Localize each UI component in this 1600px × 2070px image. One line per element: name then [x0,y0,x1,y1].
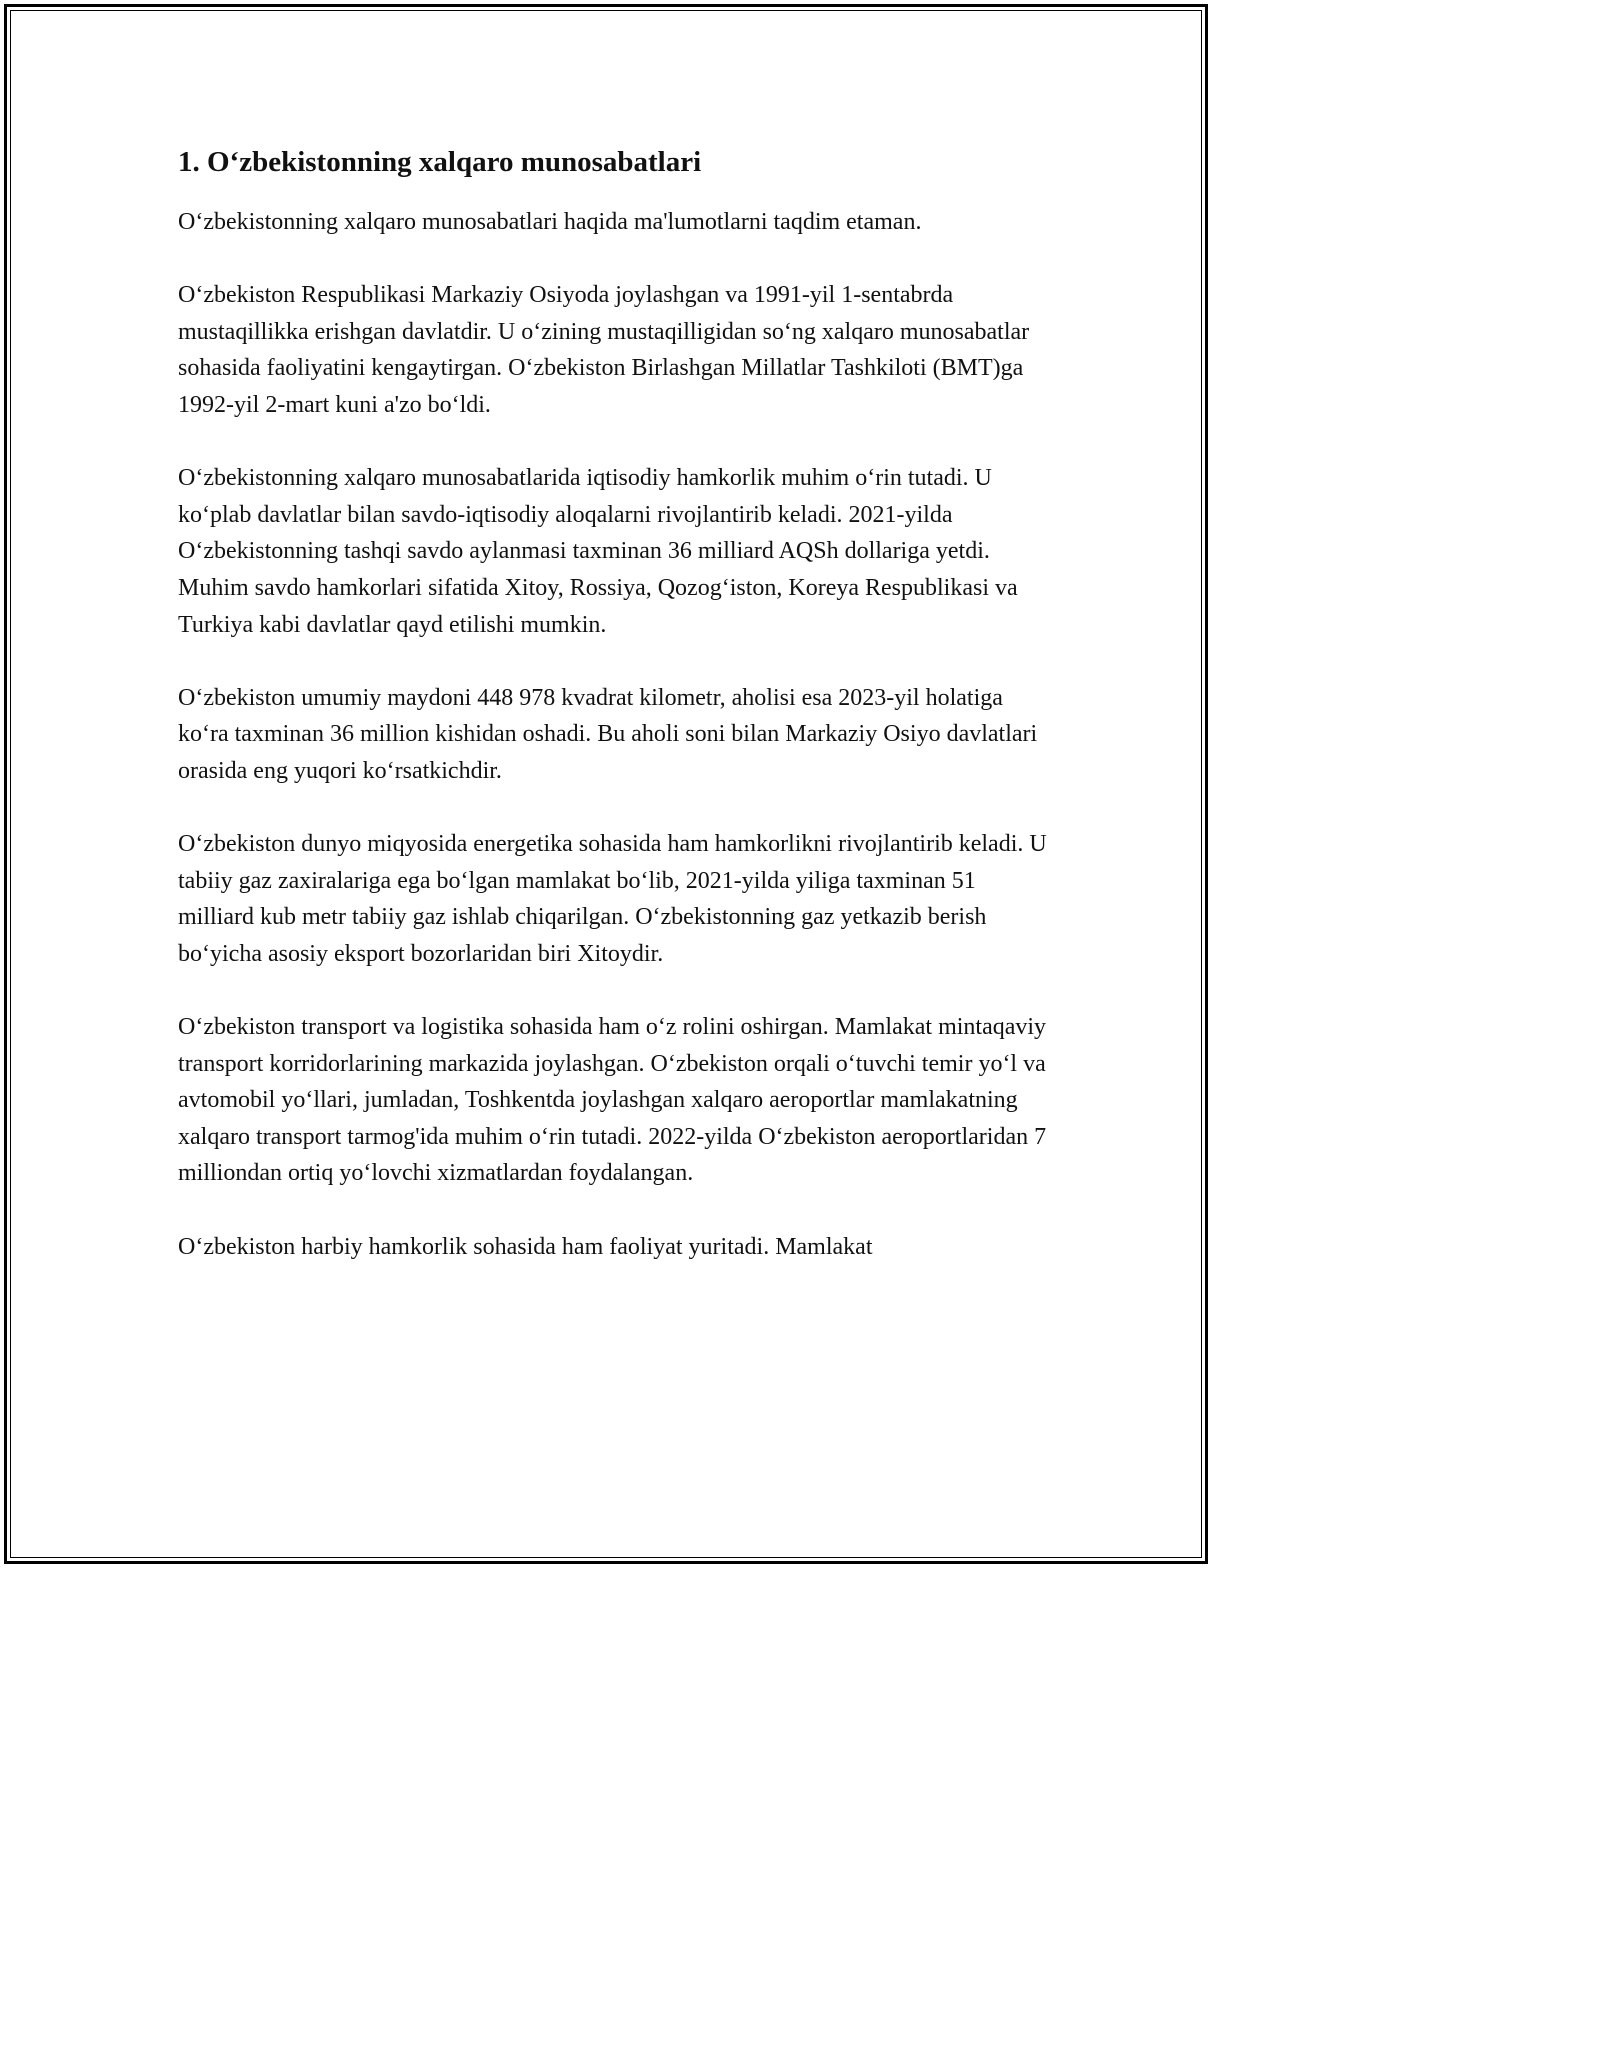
paragraph-intro: O‘zbekistonning xalqaro munosabatlari haqida ma'lumotlarni taqdim etaman. [178,209,922,235]
paragraph-economic-cooperation: O‘zbekistonning xalqaro munosabatlarida iqtisodiy hamkorlik muhim o‘rin tutadi. U ko‘plab davlatlar bilan savdo-iqtisodiy aloqalarni rivojlantirib keladi. 2021-yilda O‘zbekistonning tashqi savdo aylanmasi taxminan 36 milliard AQSh dollariga yetdi. Muhim savdo hamkorlari sifatida Xitoy, Rossiya, Qozog‘iston, Koreya Respublikasi va Turkiya kabi davlatlar qayd etilishi mumkin. [178,465,1018,638]
document-body [178,142,1048,1302]
paragraph-independence: O‘zbekiston Respublikasi Markaziy Osiyoda joylashgan va 1991-yil 1-sentabrda mustaqillikka erishgan davlatdir. U o‘zining mustaqilligidan so‘ng xalqaro munosabatlar sohasida faoliyatini kengaytirgan. O‘zbekiston Birlashgan Millatlar Tashkiloti (BMT)ga 1992-yil 2-mart kuni a'zo bo‘ldi. [178,282,1030,418]
section-heading: 1. O‘zbekistonning xalqaro munosabatlari [178,146,702,178]
paragraph-military: O‘zbekiston harbiy hamkorlik sohasida ham faoliyat yuritadi. Mamlakat [178,1233,873,1260]
paragraph-transport: O‘zbekiston transport va logistika sohasida ham o‘z rolini oshirgan. Mamlakat mintaqaviy transport korridorlarining markazida joylashgan. O‘zbekiston orqali o‘tuvchi temir yo‘l va avtomobil yo‘llari, jumladan, Toshkentda joylashgan xalqaro aeroportlar mamlakatning xalqaro transport tarmog'ida muhim o‘rin tutadi. 2022-yilda O‘zbekiston aeroportlaridan 7 milliondan ortiq yo‘lovchi xizmatlardan foydalangan. [178,1014,1047,1187]
paragraph-energy: O‘zbekiston dunyo miqyosida energetika sohasida ham hamkorlikni rivojlantirib keladi. U tabiiy gaz zaxiralariga ega bo‘lgan mamlakat bo‘lib, 2021-yilda yiliga taxminan 51 milliard kub metr tabiiy gaz ishlab chiqarilgan. O‘zbekistonning gaz yetkazib berish bo‘yicha asosiy eksport bozorlaridan biri Xitoydir. [178,831,1047,967]
paragraph-area-population: O‘zbekiston umumiy maydoni 448 978 kvadrat kilometr, aholisi esa 2023-yil holatiga ko‘ra taxminan 36 million kishidan oshadi. Bu aholi soni bilan Markaziy Osiyo davlatlari orasida eng yuqori ko‘rsatkichdir. [178,684,1038,784]
